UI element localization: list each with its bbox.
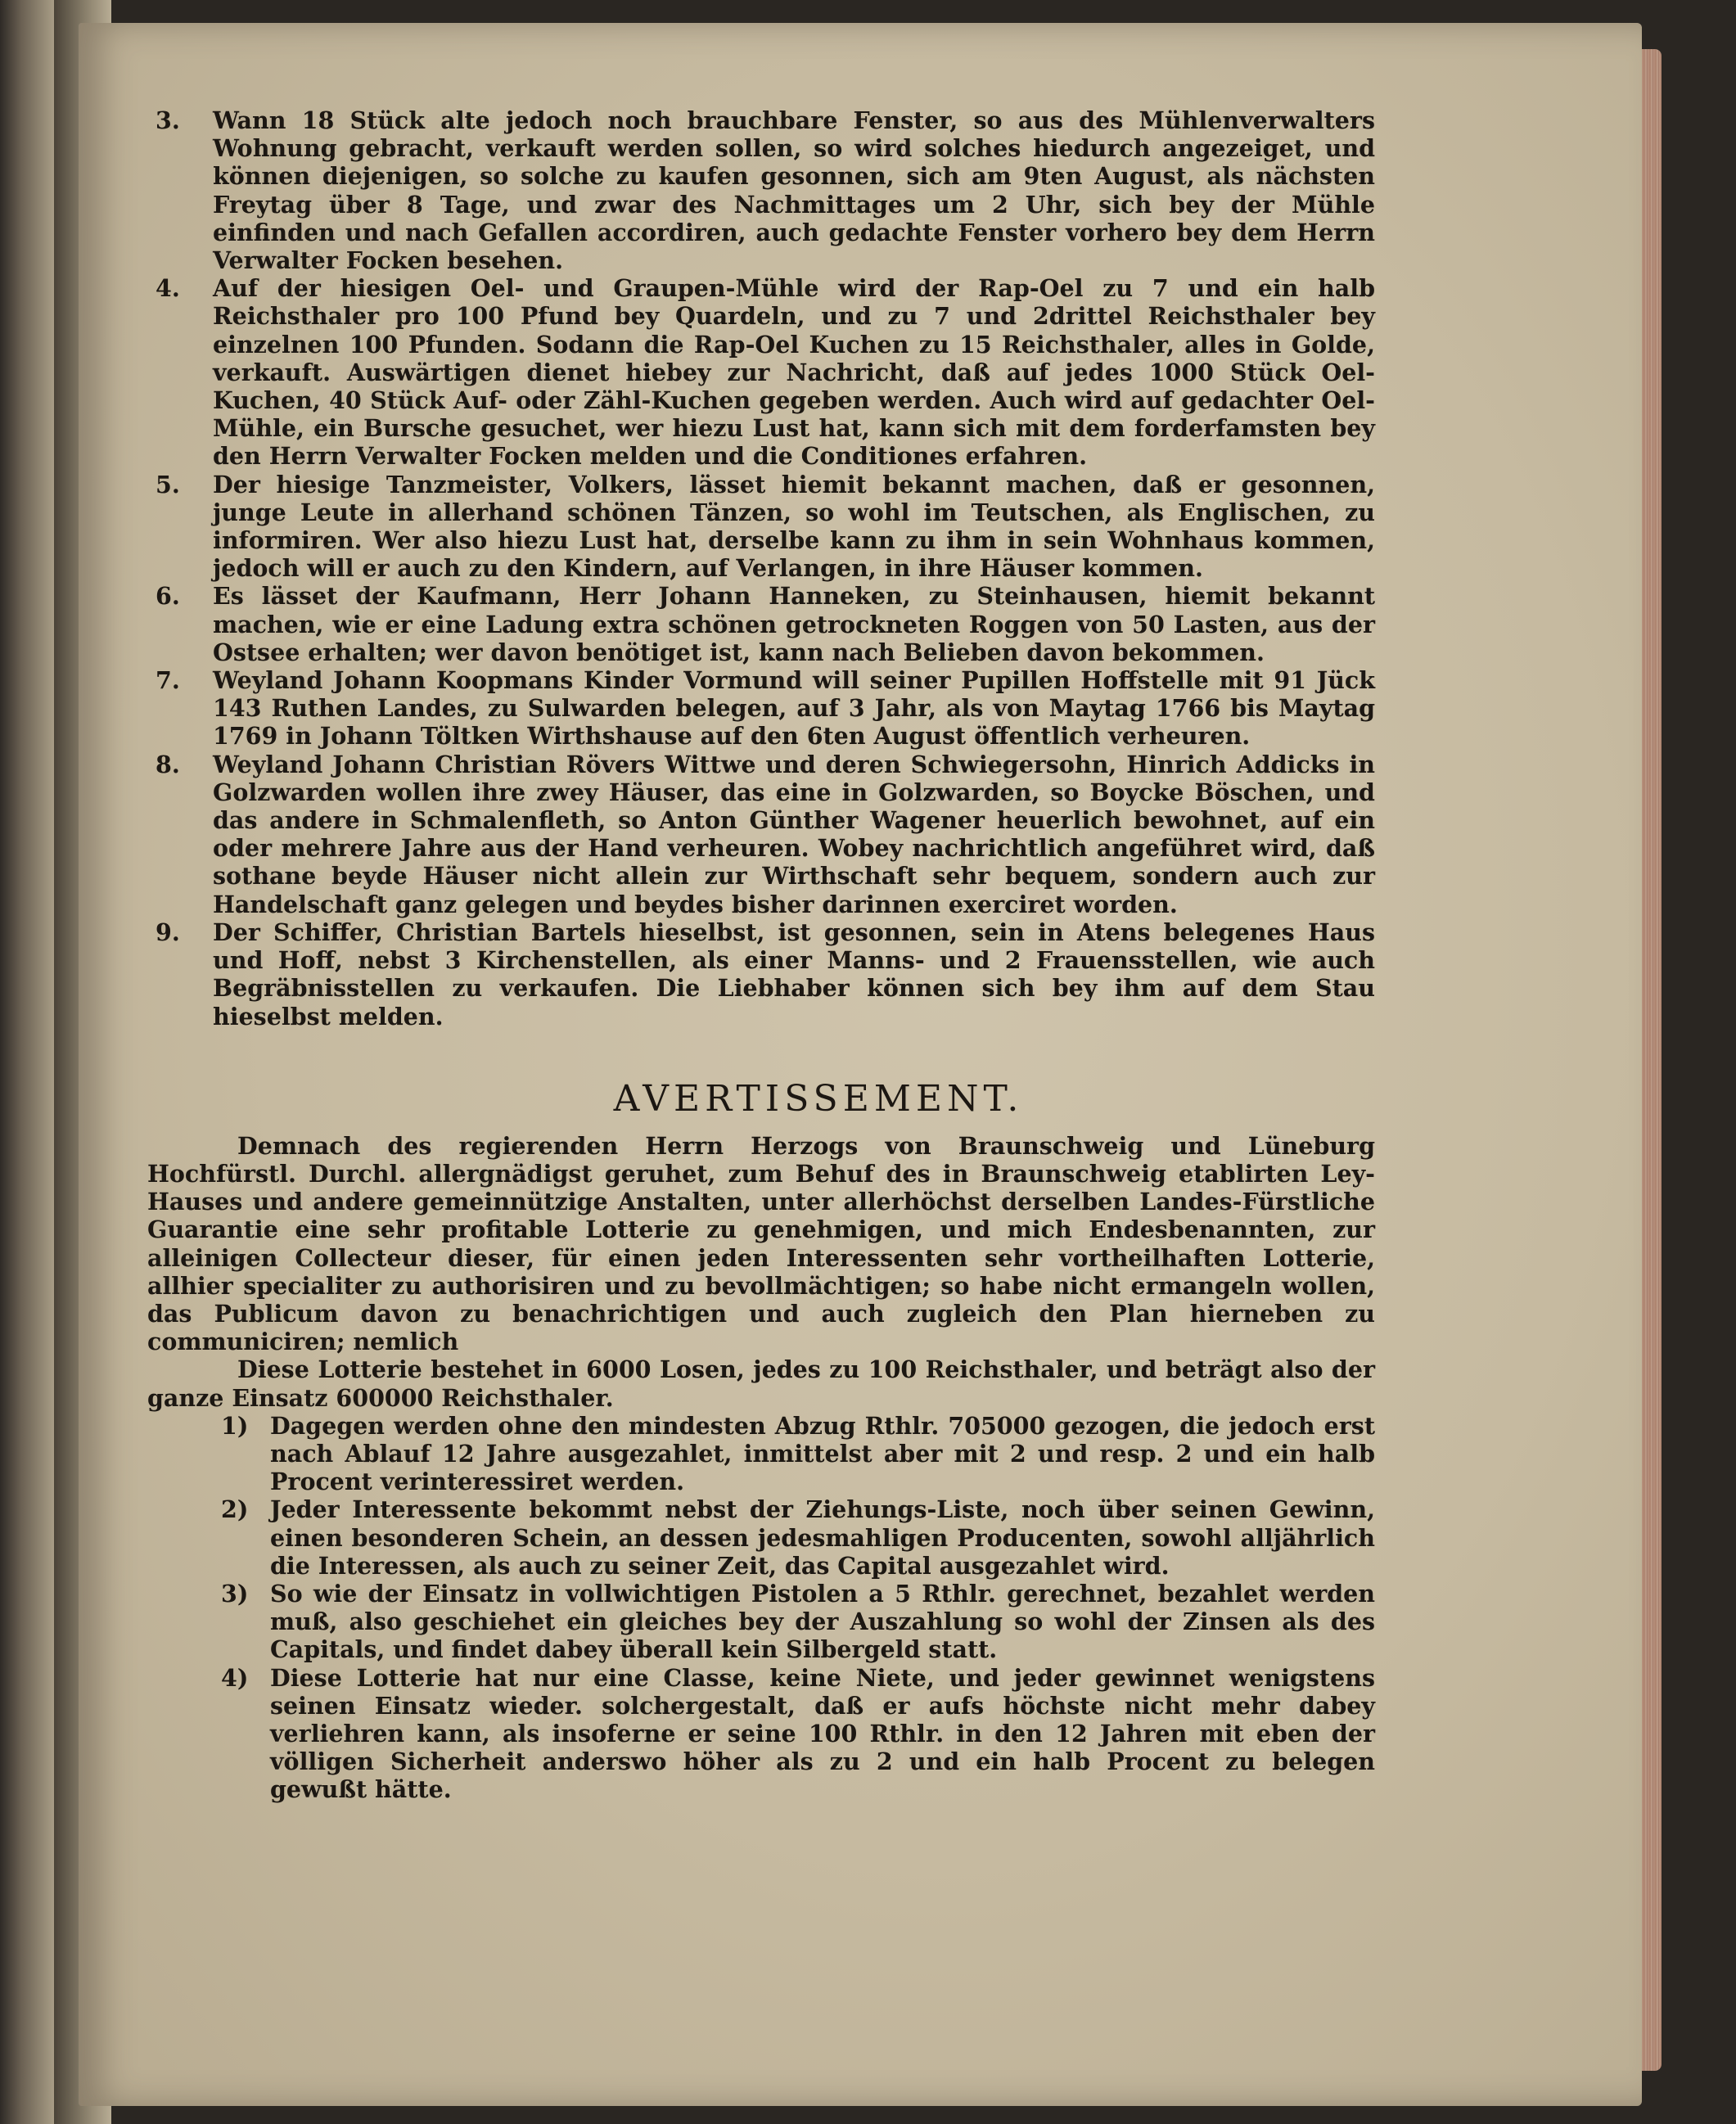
point-text: So wie der Einsatz in vollwichtigen Pistolen a 5 Rthlr. gerechnet, bezahlet werden muß, also geschiehet ein gleiches bey der Auszahlung so wohl der Zinsen als des Capitals, und findet dabey überall kein Silbergeld statt. <box>270 1579 1375 1664</box>
lotterie-point <box>147 1495 1375 1580</box>
notice-number: 9. <box>156 918 180 946</box>
point-text: Dagegen werden ohne den mindesten Abzug Rthlr. 705000 gezogen, die jedoch erst nach Ablauf 12 Jahre ausgezahlet, inmittelst aber mit 2 und resp. 2 und ein halb Procent verinteressiret werden. <box>270 1411 1375 1496</box>
notice-number: 3. <box>156 106 180 134</box>
page-content <box>147 106 1375 1804</box>
notice-item <box>147 751 1375 918</box>
notice-number: 7. <box>156 666 180 695</box>
point-number: 1) <box>221 1411 249 1440</box>
notice-text: Auf der hiesigen Oel- und Graupen-Mühle wird der Rap-Oel zu 7 und ein halb Reichsthaler pro 100 Pfund bey Quardeln, und zu 7 und 2drittel Reichsthaler bey einzelnen 100 Pfunden. Sodann die Rap-Oel Kuchen zu 15 Reichsthaler, alles in Golde, verkauft. Auswärtigen dienet hiebey zur Nachricht, daß auf jedes 1000 Stück Oel-Kuchen, 40 Stück Auf- oder Zähl-Kuchen gegeben werden. Auch wird auf gedachter Oel-Mühle, ein Bursche gesuchet, wer hiezu Lust hat, kann sich mit dem forderfamsten bey den Herrn Verwalter Focken melden und die Conditiones erfahren. <box>213 274 1375 471</box>
point-number: 4) <box>221 1663 249 1692</box>
point-number: 2) <box>221 1495 249 1524</box>
lotterie-point <box>147 1580 1375 1664</box>
notice-number: 5. <box>156 470 180 498</box>
notice-item <box>147 106 1375 274</box>
point-number: 3) <box>221 1579 249 1608</box>
notice-text: Der hiesige Tanzmeister, Volkers, lässet hiemit bekannt machen, daß er gesonnen, junge Leute in allerhand schönen Tänzen, so wohl im Teutschen, als Englischen, zu informiren. Wer also hiezu Lust hat, derselbe kann zu ihm in sein Wohnhaus kommen, jedoch will er auch zu den Kindern, auf Verlangen, in ihre Häuser kommen. <box>213 470 1375 583</box>
notice-item <box>147 471 1375 583</box>
notice-text: Wann 18 Stück alte jedoch noch brauchbare Fenster, so aus des Mühlenverwalters Wohnung gebracht, verkauft werden sollen, so wird solches hiedurch angezeiget, und können diejenigen, so solche zu kaufen gesonnen, sich am 9ten August, als nächsten Freytag über 8 Tage, und zwar des Nachmittages um 2 Uhr, sich bey der Mühle einfinden und nach Gefallen accordiren, auch gedachte Fenster vorhero bey dem Herrn Verwalter Focken besehen. <box>213 106 1375 275</box>
notice-list <box>147 106 1375 1030</box>
notice-text: Es lässet der Kaufmann, Herr Johann Hanneken, zu Steinhausen, hiemit bekannt machen, wie er eine Ladung extra schönen getrockneten Roggen von 50 Lasten, aus der Ostsee erhalten; wer davon benötiget ist, kann nach Belieben davon bekommen. <box>213 582 1375 666</box>
notice-item <box>147 666 1375 751</box>
lotterie-points <box>147 1412 1375 1804</box>
notice-number: 4. <box>156 274 180 303</box>
notice-item <box>147 274 1375 470</box>
notice-number: 6. <box>156 582 180 611</box>
notice-text: Weyland Johann Koopmans Kinder Vormund will seiner Pupillen Hoffstelle mit 91 Jück 143 Ruthen Landes, zu Sulwarden belegen, auf 3 Jahr, als von Maytag 1766 bis Maytag 1769 in Johann Töltken Wirthshause auf den 6ten August öffentlich verheuren. <box>213 666 1375 751</box>
lotterie-statement: Diese Lotterie bestehet in 6000 Losen, jedes zu 100 Reichsthaler, und beträgt also der ganze Einsatz 600000 Reichsthaler. <box>147 1355 1375 1412</box>
notice-item <box>147 918 1375 1030</box>
point-text: Diese Lotterie hat nur eine Classe, keine Niete, und jeder gewinnet wenigstens seinen Einsatz wieder. solchergestalt, daß er aufs höchste nicht mehr dabey verliehren kann, als insoferne er seine 100 Rthlr. in den 12 Jahren mit eben der völligen Sicherheit anderswo höher als zu 2 und ein halb Procent zu belegen gewußt hätte. <box>270 1663 1375 1804</box>
point-text: Jeder Interessente bekommt nebst der Ziehungs-Liste, noch über seinen Gewinn, einen besonderen Schein, an dessen jedesmahligen Producenten, sowohl alljährlich die Interessen, als auch zu seiner Zeit, das Capital ausgezahlet wird. <box>270 1495 1375 1580</box>
lotterie-point <box>147 1664 1375 1804</box>
notice-text: Der Schiffer, Christian Bartels hieselbst, ist gesonnen, sein in Atens belegenes Haus und Hoff, nebst 3 Kirchenstellen, als einer Manns- und 2 Frauensstellen, wie auch Begräbnisstellen zu verkaufen. Die Liebhaber können sich bey ihm auf dem Stau hieselbst melden. <box>213 918 1375 1030</box>
avertissement-intro: Demnach des regierenden Herrn Herzogs von Braunschweig und Lüneburg Hochfürstl. Durchl. allergnädigst geruhet, zum Behuf des in Braunschweig etablirten Ley-Hauses und andere gemeinnützige Anstalten, unter allerhöchst derselben Landes-Fürstliche Guarantie eine sehr profitable Lotterie zu genehmigen, und mich Endesbenannten, zur alleinigen Collecteur dieser, für einen jeden Interessenten sehr vortheilhaften Lotterie, allhier specialiter zu authorisiren und zu bevollmächtigen; so habe nicht ermangeln wollen, das Publicum davon zu benachrichtigen und auch zugleich den Plan hierneben zu communiciren; nemlich <box>147 1131 1375 1356</box>
left-page-edge <box>0 0 54 2124</box>
avertissement-title: AVERTISSEMENT. <box>613 1077 1024 1120</box>
notice-item <box>147 582 1375 666</box>
lotterie-point <box>147 1412 1375 1496</box>
notice-text: Weyland Johann Christian Rövers Wittwe und deren Schwiegersohn, Hinrich Addicks in Golzwarden wollen ihre zwey Häuser, das eine in Golzwarden, so Boycke Böschen, und das andere in Schmalenfleth, so Anton Günther Wagener heuerlich bewohnet, auf ein oder mehrere Jahre aus der Hand verheuren. Wobey nachrichtlich angeführet wird, daß sothane beyde Häuser nicht allein zur Wirthschaft sehr bequem, sondern auch zur Handelschaft ganz gelegen und beydes bisher darinnen exerciret worden. <box>213 750 1375 918</box>
notice-number: 8. <box>156 750 180 778</box>
